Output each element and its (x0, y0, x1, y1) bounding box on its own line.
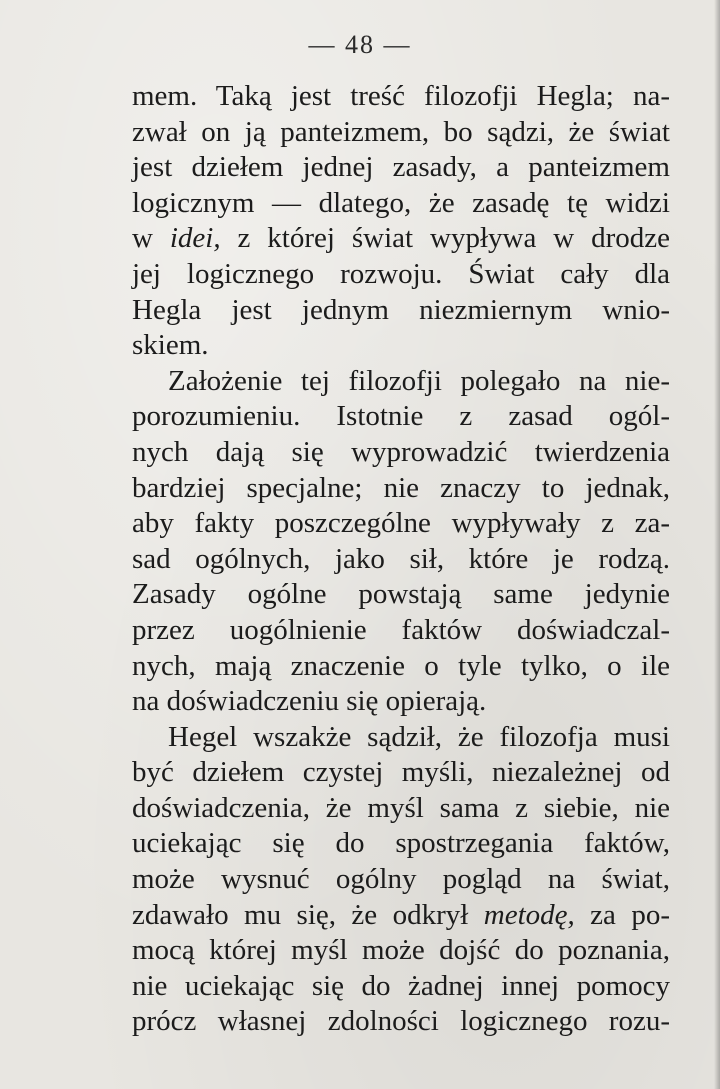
text-line: może wysnuć ogólny pogląd na świat, (132, 863, 670, 896)
text-run: z której świat wypływa w drodze (220, 222, 670, 255)
text-run: w (132, 222, 170, 255)
text-line-paragraph-end: na doświadczeniu się opierają. (132, 685, 487, 718)
text-line-paragraph-start: Hegel wszakże sądził, że filozofja musi (168, 720, 670, 753)
text-line-with-emphasis (132, 898, 670, 934)
text-line-with-emphasis (132, 221, 670, 257)
text-line-paragraph-end: skiem. (132, 329, 209, 362)
text-line: nie uciekając się do żadnej innej pomocy (132, 969, 670, 1002)
text-line: prócz własnej zdolności logicznego rozu- (132, 1005, 670, 1038)
page-edge-shadow (714, 0, 720, 1089)
text-line: zwał on ją panteizmem, bo sądzi, że świat (132, 115, 670, 148)
text-line: nych, mają znaczenie o tyle tylko, o ile (132, 649, 670, 682)
text-line: przez uogólnienie faktów doświadczal- (132, 613, 670, 646)
text-line: Hegla jest jednym niezmiernym wnio- (132, 293, 670, 326)
text-line: jej logicznego rozwoju. Świat cały dla (132, 257, 670, 290)
page-number: — 48 — (308, 30, 412, 59)
text-line: bardziej specjalne; nie znaczy to jednak, (132, 471, 670, 504)
text-line: jest dziełem jednej zasady, a panteizmem (132, 151, 670, 184)
emphasized-word-metode: metodę, (483, 898, 575, 931)
text-line: sad ogólnych, jako sił, które je rodzą. (132, 542, 670, 575)
text-line-paragraph-start: Założenie tej filozofji polegało na nie- (168, 364, 670, 397)
text-run: za po- (574, 898, 671, 931)
text-line: aby fakty poszczególne wypływały z za- (132, 507, 670, 540)
text-run: zdawało mu się, że odkrył (132, 898, 484, 931)
text-line: nych dają się wyprowadzić twierdzenia (132, 435, 670, 468)
text-line: mocą której myśl może dojść do poznania, (132, 934, 670, 967)
emphasized-word-idei: idei, (169, 222, 221, 255)
text-line: doświadczenia, że myśl sama z siebie, nie (132, 791, 670, 824)
text-line: mem. Taką jest treść filozofji Hegla; na- (132, 80, 670, 112)
text-line: uciekając się do spostrzegania faktów, (132, 827, 670, 860)
text-line: być dziełem czystej myśli, niezależnej od (132, 756, 670, 789)
text-line: Zasady ogólne powstają same jedynie (132, 578, 670, 611)
text-line: porozumieniu. Istotnie z zasad ogól- (132, 400, 670, 433)
body-text (132, 79, 670, 1040)
text-line: logicznym — dlatego, że zasadę tę widzi (132, 186, 670, 219)
